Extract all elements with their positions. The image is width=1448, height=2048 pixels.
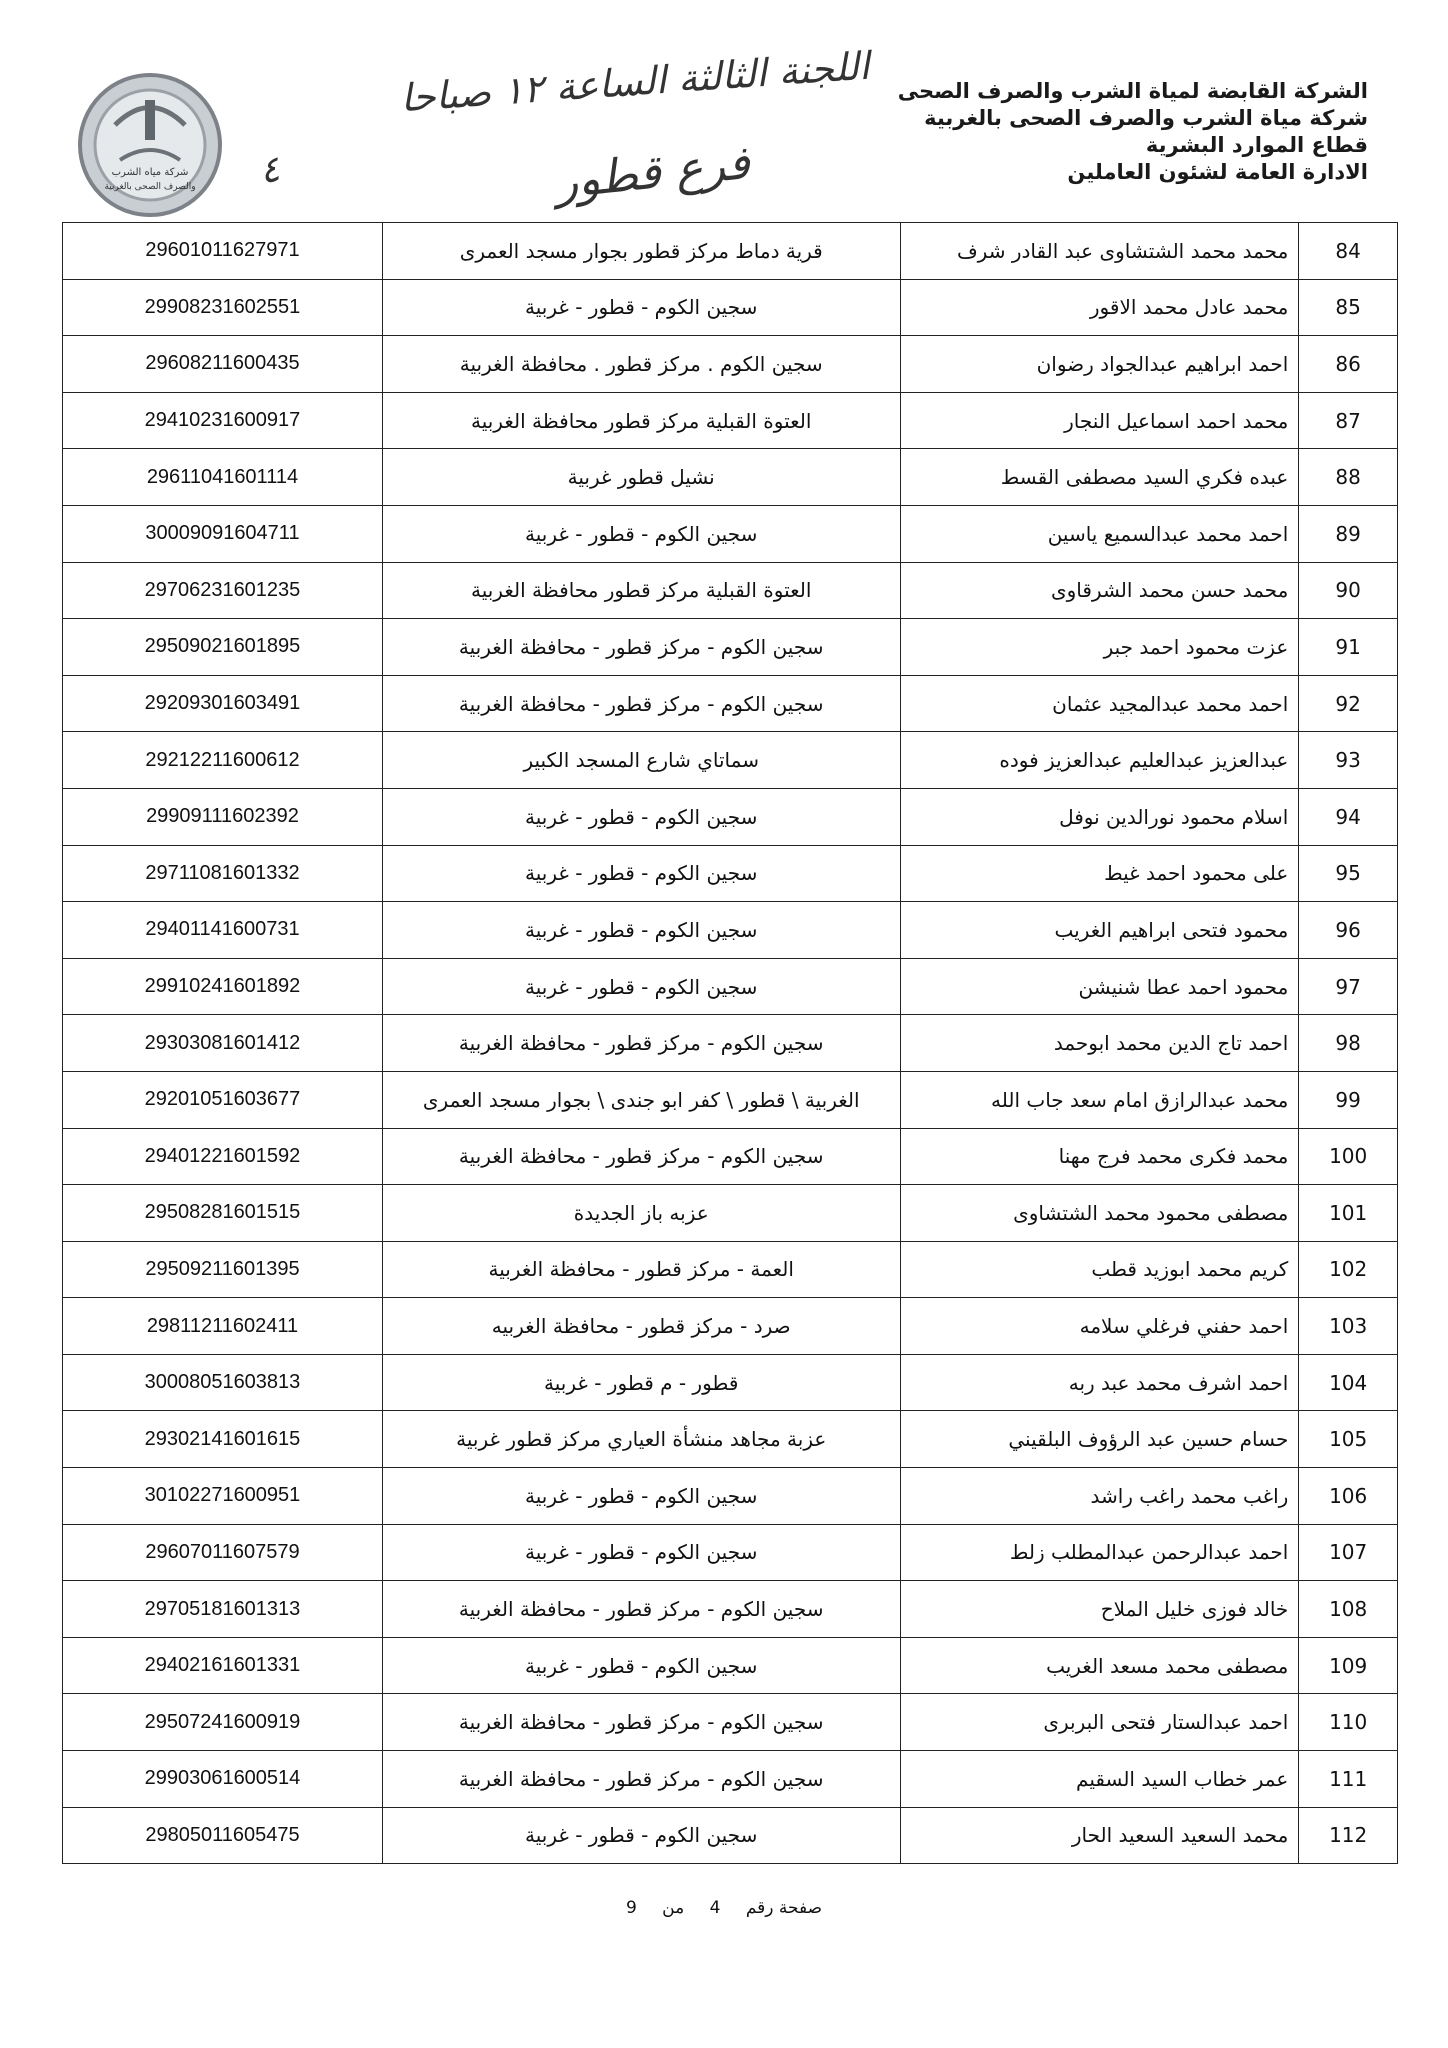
national-id-cell: 29908231602551 bbox=[63, 279, 383, 336]
address-cell: سجين الكوم - قطور - غربية bbox=[382, 958, 900, 1015]
letterhead bbox=[848, 78, 1368, 186]
table-row bbox=[63, 732, 1398, 789]
national-id-cell: 30008051603813 bbox=[63, 1354, 383, 1411]
row-number-cell: 87 bbox=[1299, 392, 1398, 449]
employee-name-cell: احمد ابراهيم عبدالجواد رضوان bbox=[900, 336, 1299, 393]
national-id-cell: 29401141600731 bbox=[63, 902, 383, 959]
national-id-cell: 29410231600917 bbox=[63, 392, 383, 449]
employee-name-cell: محمود فتحى ابراهيم الغريب bbox=[900, 902, 1299, 959]
row-number-cell: 94 bbox=[1299, 788, 1398, 845]
page-label: صفحة رقم bbox=[745, 1898, 823, 1918]
row-number-cell: 103 bbox=[1299, 1298, 1398, 1355]
table-row bbox=[63, 1637, 1398, 1694]
address-cell: سجين الكوم - مركز قطور - محافظة الغربية bbox=[382, 1694, 900, 1751]
employee-name-cell: احمد عبدالرحمن عبدالمطلب زلط bbox=[900, 1524, 1299, 1581]
table-row bbox=[63, 1807, 1398, 1864]
table-row bbox=[63, 449, 1398, 506]
letterhead-line-2: شركة مياة الشرب والصرف الصحى بالغربية bbox=[924, 106, 1368, 130]
table-row bbox=[63, 505, 1398, 562]
table-row bbox=[63, 1524, 1398, 1581]
letterhead-line-3: قطاع الموارد البشرية bbox=[1145, 133, 1368, 157]
employee-name-cell: محمد عادل محمد الاقور bbox=[900, 279, 1299, 336]
national-id-cell: 30009091604711 bbox=[63, 505, 383, 562]
address-cell: سجين الكوم . مركز قطور . محافظة الغربية bbox=[382, 336, 900, 393]
national-id-cell: 30102271600951 bbox=[63, 1468, 383, 1525]
national-id-cell: 29805011605475 bbox=[63, 1807, 383, 1864]
table-row bbox=[63, 279, 1398, 336]
page-footer bbox=[0, 1898, 1448, 1918]
table-row bbox=[63, 958, 1398, 1015]
national-id-cell: 29201051603677 bbox=[63, 1071, 383, 1128]
address-cell: سجين الكوم - مركز قطور - محافظة الغربية bbox=[382, 675, 900, 732]
handwritten-line-1: اللجنة الثالثة الساعة ١٢ صباحا bbox=[399, 43, 871, 121]
address-cell: سجين الكوم - مركز قطور - محافظة الغربية bbox=[382, 1128, 900, 1185]
table-row bbox=[63, 788, 1398, 845]
table-row bbox=[63, 675, 1398, 732]
employee-name-cell: مصطفى محمد مسعد الغريب bbox=[900, 1637, 1299, 1694]
row-number-cell: 95 bbox=[1299, 845, 1398, 902]
national-id-cell: 29607011607579 bbox=[63, 1524, 383, 1581]
address-cell: سماتاي شارع المسجد الكبير bbox=[382, 732, 900, 789]
address-cell: سجين الكوم - قطور - غربية bbox=[382, 902, 900, 959]
row-number-cell: 85 bbox=[1299, 279, 1398, 336]
row-number-cell: 108 bbox=[1299, 1581, 1398, 1638]
employee-name-cell: اسلام محمود نورالدين نوفل bbox=[900, 788, 1299, 845]
national-id-cell: 29711081601332 bbox=[63, 845, 383, 902]
employee-name-cell: راغب محمد راغب راشد bbox=[900, 1468, 1299, 1525]
employee-name-cell: احمد محمد عبدالمجيد عثمان bbox=[900, 675, 1299, 732]
table-row bbox=[63, 1241, 1398, 1298]
row-number-cell: 106 bbox=[1299, 1468, 1398, 1525]
table-row bbox=[63, 1694, 1398, 1751]
employee-name-cell: محمد فكرى محمد فرج مهنا bbox=[900, 1128, 1299, 1185]
national-id-cell: 29705181601313 bbox=[63, 1581, 383, 1638]
address-cell: العتوة القبلية مركز قطور محافظة الغربية bbox=[382, 392, 900, 449]
employee-name-cell: عبده فكري السيد مصطفى القسط bbox=[900, 449, 1299, 506]
employee-name-cell: مصطفى محمود محمد الشتشاوى bbox=[900, 1185, 1299, 1242]
row-number-cell: 107 bbox=[1299, 1524, 1398, 1581]
national-id-cell: 29509021601895 bbox=[63, 619, 383, 676]
national-id-cell: 29909111602392 bbox=[63, 788, 383, 845]
employee-name-cell: على محمود احمد غيط bbox=[900, 845, 1299, 902]
address-cell: قرية دماط مركز قطور بجوار مسجد العمرى bbox=[382, 223, 900, 280]
row-number-cell: 105 bbox=[1299, 1411, 1398, 1468]
employee-name-cell: محمد محمد الشتشاوى عبد القادر شرف bbox=[900, 223, 1299, 280]
address-cell: سجين الكوم - مركز قطور - محافظة الغربية bbox=[382, 619, 900, 676]
national-id-cell: 29509211601395 bbox=[63, 1241, 383, 1298]
row-number-cell: 84 bbox=[1299, 223, 1398, 280]
address-cell: سجين الكوم - قطور - غربية bbox=[382, 1807, 900, 1864]
table-row bbox=[63, 1015, 1398, 1072]
employee-name-cell: كريم محمد ابوزيد قطب bbox=[900, 1241, 1299, 1298]
letterhead-line-1: الشركة القابضة لمياة الشرب والصرف الصحى bbox=[897, 79, 1368, 103]
address-cell: سجين الكوم - قطور - غربية bbox=[382, 279, 900, 336]
employee-name-cell: احمد حفني فرغلي سلامه bbox=[900, 1298, 1299, 1355]
handwritten-line-2: فرع قطور bbox=[552, 134, 753, 210]
employee-name-cell: احمد تاج الدين محمد ابوحمد bbox=[900, 1015, 1299, 1072]
logo-text-2: والصرف الصحى بالغربية bbox=[104, 182, 196, 192]
table-row bbox=[63, 845, 1398, 902]
employee-table bbox=[62, 222, 1398, 1864]
national-id-cell: 29402161601331 bbox=[63, 1637, 383, 1694]
row-number-cell: 93 bbox=[1299, 732, 1398, 789]
address-cell: سجين الكوم - قطور - غربية bbox=[382, 1468, 900, 1525]
page-number: 4 bbox=[709, 1898, 721, 1918]
row-number-cell: 99 bbox=[1299, 1071, 1398, 1128]
table-row bbox=[63, 1354, 1398, 1411]
national-id-cell: 29910241601892 bbox=[63, 958, 383, 1015]
table-row bbox=[63, 619, 1398, 676]
address-cell: سجين الكوم - قطور - غربية bbox=[382, 1637, 900, 1694]
employee-name-cell: محمد احمد اسماعيل النجار bbox=[900, 392, 1299, 449]
address-cell: صرد - مركز قطور - محافظة الغربيه bbox=[382, 1298, 900, 1355]
employee-name-cell: خالد فوزى خليل الملاح bbox=[900, 1581, 1299, 1638]
employee-name-cell: عزت محمود احمد جبر bbox=[900, 619, 1299, 676]
table-row bbox=[63, 392, 1398, 449]
national-id-cell: 29507241600919 bbox=[63, 1694, 383, 1751]
address-cell: نشيل قطور غربية bbox=[382, 449, 900, 506]
table-row bbox=[63, 1128, 1398, 1185]
total-pages: 9 bbox=[625, 1898, 637, 1918]
address-cell: عزبة مجاهد منشأة العياري مركز قطور غربية bbox=[382, 1411, 900, 1468]
row-number-cell: 109 bbox=[1299, 1637, 1398, 1694]
table-row bbox=[63, 1468, 1398, 1525]
table-row bbox=[63, 1298, 1398, 1355]
employee-name-cell: محمد السعيد السعيد الحار bbox=[900, 1807, 1299, 1864]
row-number-cell: 100 bbox=[1299, 1128, 1398, 1185]
row-number-cell: 96 bbox=[1299, 902, 1398, 959]
table-row bbox=[63, 562, 1398, 619]
employee-name-cell: احمد محمد عبدالسميع ياسين bbox=[900, 505, 1299, 562]
handwritten-line-3: ٤ bbox=[256, 148, 283, 193]
national-id-cell: 29611041601114 bbox=[63, 449, 383, 506]
national-id-cell: 29903061600514 bbox=[63, 1751, 383, 1808]
employee-name-cell: عبدالعزيز عبدالعليم عبدالعزيز فوده bbox=[900, 732, 1299, 789]
address-cell: العمة - مركز قطور - محافظة الغربية bbox=[382, 1241, 900, 1298]
national-id-cell: 29303081601412 bbox=[63, 1015, 383, 1072]
row-number-cell: 91 bbox=[1299, 619, 1398, 676]
logo-text-1: شركة مياه الشرب bbox=[111, 167, 189, 178]
address-cell: سجين الكوم - مركز قطور - محافظة الغربية bbox=[382, 1751, 900, 1808]
handwritten-note bbox=[256, 43, 871, 220]
row-number-cell: 97 bbox=[1299, 958, 1398, 1015]
of-label: من bbox=[662, 1898, 685, 1918]
address-cell: العتوة القبلية مركز قطور محافظة الغربية bbox=[382, 562, 900, 619]
row-number-cell: 112 bbox=[1299, 1807, 1398, 1864]
employee-name-cell: حسام حسين عبد الرؤوف البلقيني bbox=[900, 1411, 1299, 1468]
national-id-cell: 29706231601235 bbox=[63, 562, 383, 619]
table-row bbox=[63, 1411, 1398, 1468]
row-number-cell: 89 bbox=[1299, 505, 1398, 562]
national-id-cell: 29508281601515 bbox=[63, 1185, 383, 1242]
employee-name-cell: احمد اشرف محمد عبد ربه bbox=[900, 1354, 1299, 1411]
row-number-cell: 92 bbox=[1299, 675, 1398, 732]
employee-name-cell: محمود احمد عطا شنيشن bbox=[900, 958, 1299, 1015]
row-number-cell: 101 bbox=[1299, 1185, 1398, 1242]
address-cell: سجين الكوم - قطور - غربية bbox=[382, 1524, 900, 1581]
address-cell: قطور - م قطور - غربية bbox=[382, 1354, 900, 1411]
table-row bbox=[63, 223, 1398, 280]
table-row bbox=[63, 1581, 1398, 1638]
company-logo bbox=[75, 70, 225, 220]
employee-name-cell: عمر خطاب السيد السقيم bbox=[900, 1751, 1299, 1808]
address-cell: سجين الكوم - قطور - غربية bbox=[382, 788, 900, 845]
row-number-cell: 90 bbox=[1299, 562, 1398, 619]
address-cell: سجين الكوم - مركز قطور - محافظة الغربية bbox=[382, 1581, 900, 1638]
table-row bbox=[63, 1071, 1398, 1128]
address-cell: سجين الكوم - قطور - غربية bbox=[382, 845, 900, 902]
national-id-cell: 29302141601615 bbox=[63, 1411, 383, 1468]
table-row bbox=[63, 1751, 1398, 1808]
national-id-cell: 29401221601592 bbox=[63, 1128, 383, 1185]
row-number-cell: 104 bbox=[1299, 1354, 1398, 1411]
address-cell: سجين الكوم - قطور - غربية bbox=[382, 505, 900, 562]
national-id-cell: 29209301603491 bbox=[63, 675, 383, 732]
table-row bbox=[63, 336, 1398, 393]
employee-name-cell: محمد عبدالرازق امام سعد جاب الله bbox=[900, 1071, 1299, 1128]
table-row bbox=[63, 902, 1398, 959]
national-id-cell: 29608211600435 bbox=[63, 336, 383, 393]
row-number-cell: 86 bbox=[1299, 336, 1398, 393]
row-number-cell: 98 bbox=[1299, 1015, 1398, 1072]
row-number-cell: 111 bbox=[1299, 1751, 1398, 1808]
address-cell: الغربية \ قطور \ كفر ابو جندى \ بجوار مسجد العمرى bbox=[382, 1071, 900, 1128]
employee-name-cell: محمد حسن محمد الشرقاوى bbox=[900, 562, 1299, 619]
national-id-cell: 29601011627971 bbox=[63, 223, 383, 280]
address-cell: سجين الكوم - مركز قطور - محافظة الغربية bbox=[382, 1015, 900, 1072]
address-cell: عزبه باز الجديدة bbox=[382, 1185, 900, 1242]
employee-name-cell: احمد عبدالستار فتحى البربرى bbox=[900, 1694, 1299, 1751]
row-number-cell: 110 bbox=[1299, 1694, 1398, 1751]
row-number-cell: 102 bbox=[1299, 1241, 1398, 1298]
letterhead-line-4: الادارة العامة لشئون العاملين bbox=[1067, 160, 1368, 184]
national-id-cell: 29212211600612 bbox=[63, 732, 383, 789]
row-number-cell: 88 bbox=[1299, 449, 1398, 506]
national-id-cell: 29811211602411 bbox=[63, 1298, 383, 1355]
table-row bbox=[63, 1185, 1398, 1242]
